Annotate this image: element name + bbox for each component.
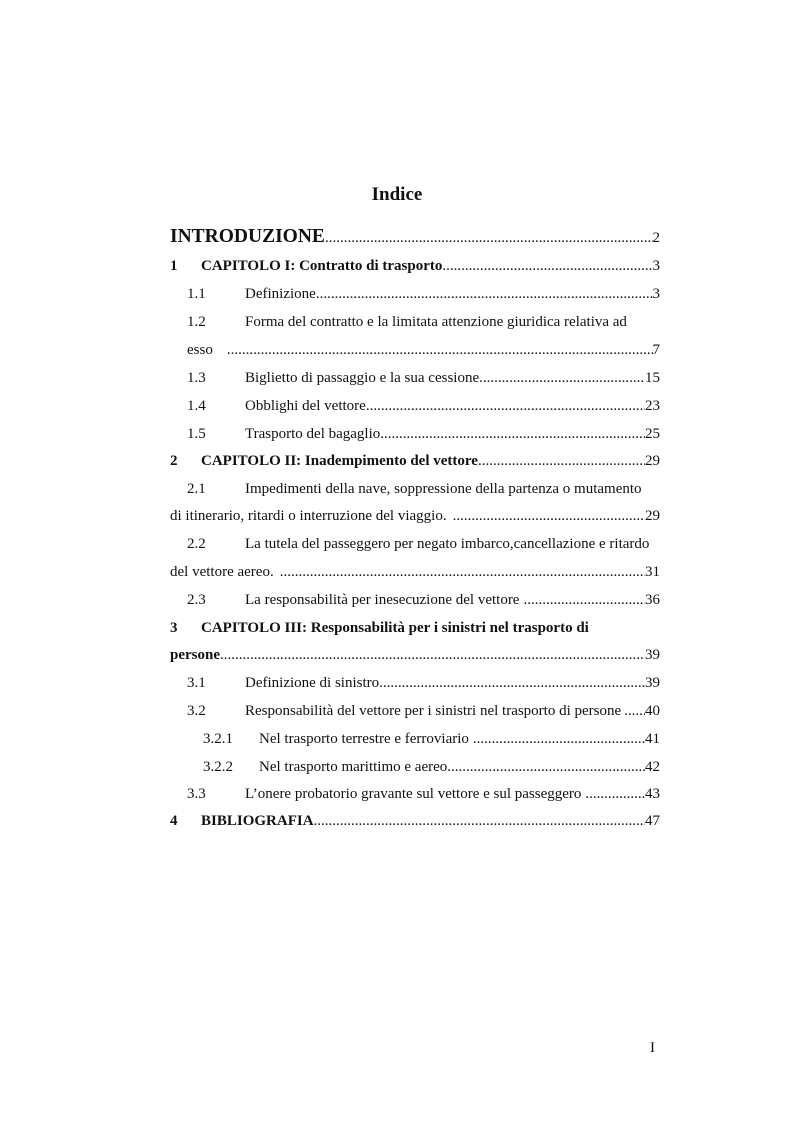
toc-entry-2-3[interactable]	[170, 592, 660, 614]
toc-entry-3-1[interactable]	[170, 675, 660, 697]
toc-page-number: 3	[652, 286, 660, 302]
toc-entry-title-continued: esso	[187, 342, 213, 358]
page-number: I	[650, 1040, 655, 1056]
toc-entry-title: La responsabilità per inesecuzione del vettore	[245, 592, 520, 608]
toc-entry-title-continued: del vettore aereo.	[170, 564, 274, 580]
leader-dots	[442, 258, 652, 275]
toc-entry-number: 1.1	[187, 286, 206, 302]
leader-dots	[447, 759, 645, 776]
toc-entry-number: 3.2.2	[203, 759, 233, 775]
toc-entry-1-4[interactable]	[170, 398, 660, 420]
toc-page-number: 41	[645, 731, 660, 747]
toc-entry-3-2-2[interactable]	[170, 759, 660, 781]
leader-dots	[624, 703, 645, 720]
toc-entry-3-3[interactable]	[170, 786, 660, 808]
toc-page-number: 40	[645, 703, 660, 719]
leader-dots	[280, 564, 645, 581]
toc-entry-number: 1.4	[187, 398, 206, 414]
toc-entry-number: 3.3	[187, 786, 206, 802]
leader-dots	[379, 675, 645, 692]
leader-dots	[314, 813, 645, 830]
toc-entry-number: 3.2.1	[203, 731, 233, 747]
toc-entry-2-2-continued[interactable]	[170, 564, 660, 586]
toc-entry-introduzione[interactable]	[170, 226, 660, 252]
toc-page-number: 23	[645, 398, 660, 414]
toc-entry-title: Obblighi del vettore	[245, 398, 366, 414]
toc-entry-title: Nel trasporto terrestre e ferroviario	[259, 731, 469, 747]
toc-page-number: 2	[652, 230, 660, 246]
toc-entry-title: Responsabilità del vettore per i sinistri nel trasporto di persone	[245, 703, 622, 719]
leader-dots	[453, 508, 645, 525]
leader-dots	[478, 453, 645, 470]
toc-page-number: 39	[645, 675, 660, 691]
toc-entry-title: INTRODUZIONE	[170, 226, 325, 247]
toc-page-number: 29	[645, 508, 660, 524]
toc-entry-number: 1.2	[187, 314, 206, 330]
toc-entry-title: Impedimenti della nave, soppressione della partenza o mutamento	[245, 481, 642, 497]
toc-entry-number: 3.1	[187, 675, 206, 691]
toc-entry-title: CAPITOLO II: Inadempimento del vettore	[201, 453, 478, 469]
toc-entry-number: 3	[170, 620, 178, 636]
toc-page-number: 3	[652, 258, 660, 274]
toc-entry-chapter-3[interactable]	[170, 620, 660, 642]
toc-entry-3-2[interactable]	[170, 703, 660, 725]
toc-entry-title: L’onere probatorio gravante sul vettore e sul passeggero	[245, 786, 582, 802]
leader-dots	[380, 426, 645, 443]
toc-entry-title: Definizione	[245, 286, 316, 302]
toc-page-number: 39	[645, 647, 660, 663]
toc-entry-number: 1.3	[187, 370, 206, 386]
leader-dots	[325, 230, 653, 247]
toc-page-number: 43	[645, 786, 660, 802]
toc-entry-number: 2.1	[187, 481, 206, 497]
toc-page-number: 25	[645, 426, 660, 442]
toc-entry-2-1[interactable]	[170, 481, 660, 503]
toc-entry-number: 2.3	[187, 592, 206, 608]
toc-entry-number: 2.2	[187, 536, 206, 552]
toc-entry-chapter-3-continued[interactable]	[170, 647, 660, 669]
toc-entry-3-2-1[interactable]	[170, 731, 660, 753]
toc-entry-1-3[interactable]	[170, 370, 660, 392]
leader-dots	[479, 370, 645, 387]
toc-entry-number: 1.5	[187, 426, 206, 442]
toc-entry-title: Biglietto di passaggio e la sua cessione	[245, 370, 480, 386]
leader-dots	[523, 592, 645, 609]
toc-entry-number: 3.2	[187, 703, 206, 719]
toc-entry-title: Forma del contratto e la limitata attenzione giuridica relativa ad	[245, 314, 627, 330]
toc-entry-title-continued: persone	[170, 647, 220, 663]
toc-entry-title: CAPITOLO I: Contratto di trasporto	[201, 258, 443, 274]
toc-page-number: 29	[645, 453, 660, 469]
leader-dots	[220, 647, 645, 664]
toc-entry-2-1-continued[interactable]	[170, 508, 660, 530]
toc-entry-title: BIBLIOGRAFIA	[201, 813, 314, 829]
toc-page-number: 7	[652, 342, 660, 358]
toc-page-number: 31	[645, 564, 660, 580]
toc-entry-number: 2	[170, 453, 178, 469]
toc-entry-chapter-1[interactable]	[170, 258, 660, 280]
toc-entry-title: Trasporto del bagaglio	[245, 426, 381, 442]
toc-entry-number: 4	[170, 813, 178, 829]
page-title: Indice	[371, 184, 423, 205]
toc-page-number: 15	[645, 370, 660, 386]
toc-entry-number: 1	[170, 258, 178, 274]
toc-entry-1-5[interactable]	[170, 426, 660, 448]
leader-dots	[316, 286, 653, 303]
toc-entry-title: CAPITOLO III: Responsabilità per i sinistri nel trasporto di	[201, 620, 589, 636]
toc-entry-title: La tutela del passeggero per negato imbarco,cancellazione e ritardo	[245, 536, 650, 552]
leader-dots	[227, 342, 653, 359]
toc-entry-chapter-4[interactable]	[170, 813, 660, 835]
toc-page-number: 47	[645, 813, 660, 829]
toc-page-number: 36	[645, 592, 660, 608]
toc-entry-1-2-continued[interactable]	[170, 342, 660, 364]
toc-entry-title-continued: di itinerario, ritardi o interruzione del viaggio.	[170, 508, 447, 524]
leader-dots	[585, 786, 645, 803]
toc-entry-1-1[interactable]	[170, 286, 660, 308]
toc-entry-1-2[interactable]	[170, 314, 660, 336]
toc-entry-chapter-2[interactable]	[170, 453, 660, 475]
leader-dots	[366, 398, 645, 415]
leader-dots	[473, 731, 645, 748]
toc-entry-title: Nel trasporto marittimo e aereo	[259, 759, 448, 775]
toc-entry-2-2[interactable]	[170, 536, 660, 558]
toc-page-number: 42	[645, 759, 660, 775]
toc-entry-title: Definizione di sinistro	[245, 675, 380, 691]
